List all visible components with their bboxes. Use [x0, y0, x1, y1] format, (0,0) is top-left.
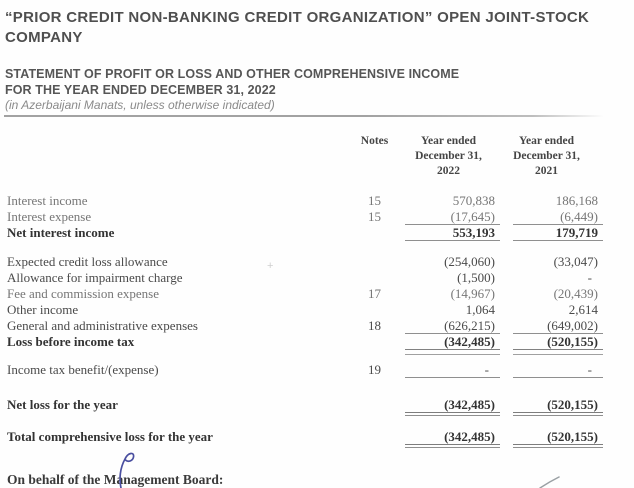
- row-value-2022: -: [405, 362, 500, 378]
- table-row: [0, 193, 634, 209]
- table-row: [0, 225, 634, 241]
- column-header-line: Year ended: [420, 135, 477, 147]
- row-label: Total comprehensive loss for the year: [7, 429, 213, 444]
- row-value-2021: -: [587, 270, 592, 285]
- row-note: 17: [368, 286, 381, 301]
- column-header-line: 2021: [535, 165, 558, 177]
- column-header-2021: [500, 134, 603, 179]
- row-value-2021: (520,155): [500, 397, 603, 413]
- row-spacer: [0, 413, 634, 429]
- row-spacer: [0, 378, 634, 397]
- row-value-2022: 1,064: [465, 302, 495, 317]
- currency-note: (in Azerbaijani Manats, unless otherwise indicated): [5, 98, 275, 112]
- row-note: 15: [368, 193, 381, 208]
- table-row: [0, 397, 634, 413]
- column-header-line: December 31,: [513, 150, 580, 162]
- row-label: Other income: [7, 302, 79, 317]
- row-value-2022: 570,838: [452, 193, 495, 208]
- row-value-2021: (520,155): [500, 334, 603, 350]
- column-header-line: 2022: [437, 165, 460, 177]
- row-value-2021: (520,155): [500, 429, 603, 445]
- row-label: Net interest income: [7, 225, 115, 240]
- table-row: [0, 362, 634, 378]
- row-value-2021: (6,449): [500, 209, 603, 225]
- table-header: [0, 134, 634, 179]
- statement-title: [5, 66, 634, 98]
- row-label: Net loss for the year: [7, 397, 118, 412]
- table-body: [0, 193, 634, 445]
- row-value-2021: 186,168: [555, 193, 598, 208]
- row-value-2021: (649,002): [500, 318, 603, 334]
- column-header-line: December 31,: [415, 150, 482, 162]
- table-row: [0, 286, 634, 302]
- row-spacer: [0, 241, 634, 254]
- row-value-2021: (33,047): [553, 254, 598, 269]
- row-value-2022: 553,193: [405, 225, 500, 241]
- column-header-notes: Notes: [360, 135, 389, 147]
- table-header-label-spacer: [7, 134, 350, 179]
- row-note: [350, 254, 405, 270]
- row-spacer: [0, 350, 634, 362]
- row-value-2022: (1,500): [457, 270, 495, 285]
- statement-title-line1: STATEMENT OF PROFIT OR LOSS AND OTHER COMPREHENSIVE INCOME: [5, 67, 460, 81]
- row-note: 18: [368, 318, 381, 333]
- row-value-2022: (254,060): [444, 254, 495, 269]
- table-row: [0, 302, 634, 318]
- row-note: [350, 397, 405, 413]
- row-value-2022: (14,967): [450, 286, 495, 301]
- row-note: [350, 225, 405, 241]
- statement-title-line2: FOR THE YEAR ENDED DECEMBER 31, 2022: [5, 83, 276, 97]
- row-label: Interest expense: [7, 209, 92, 224]
- row-value-2022: (342,485): [405, 397, 500, 413]
- row-note: [350, 429, 405, 445]
- row-label: General and administrative expenses: [7, 318, 198, 333]
- row-label: Allowance for impairment charge: [7, 270, 183, 285]
- table-row: [0, 209, 634, 225]
- table-row: [0, 318, 634, 334]
- row-label: Interest income: [7, 193, 88, 208]
- row-value-2022: (342,485): [405, 334, 500, 350]
- row-note: [350, 270, 405, 286]
- scan-artifact-plus: +: [267, 260, 274, 272]
- row-note: 15: [368, 209, 381, 224]
- row-label: Income tax benefit/(expense): [7, 362, 159, 377]
- column-header-line: Year ended: [518, 135, 575, 147]
- row-note: 19: [368, 362, 381, 377]
- row-value-2022: (342,485): [405, 429, 500, 445]
- row-label: Loss before income tax: [7, 334, 135, 349]
- row-value-2021: 179,719: [500, 225, 603, 241]
- table-row: [0, 270, 634, 286]
- header-divider: [4, 115, 604, 117]
- column-header-2022: [405, 134, 500, 179]
- row-value-2022: (626,215): [405, 318, 500, 334]
- row-note: [350, 334, 405, 350]
- footer-on-behalf-label: On behalf of the Management Board:: [7, 472, 224, 487]
- row-label: Fee and commission expense: [7, 286, 159, 301]
- row-value-2021: -: [500, 362, 603, 378]
- row-note: [350, 302, 405, 318]
- row-value-2021: (20,439): [553, 286, 598, 301]
- table-row: [0, 334, 634, 350]
- row-label: Expected credit loss allowance: [7, 254, 168, 269]
- row-value-2022: (17,645): [405, 209, 500, 225]
- table-row: [0, 254, 634, 270]
- row-value-2021: 2,614: [568, 302, 598, 317]
- company-title: “PRIOR CREDIT NON-BANKING CREDIT ORGANIZATION” OPEN JOINT-STOCK COMPANY: [5, 9, 590, 46]
- table-row: [0, 429, 634, 445]
